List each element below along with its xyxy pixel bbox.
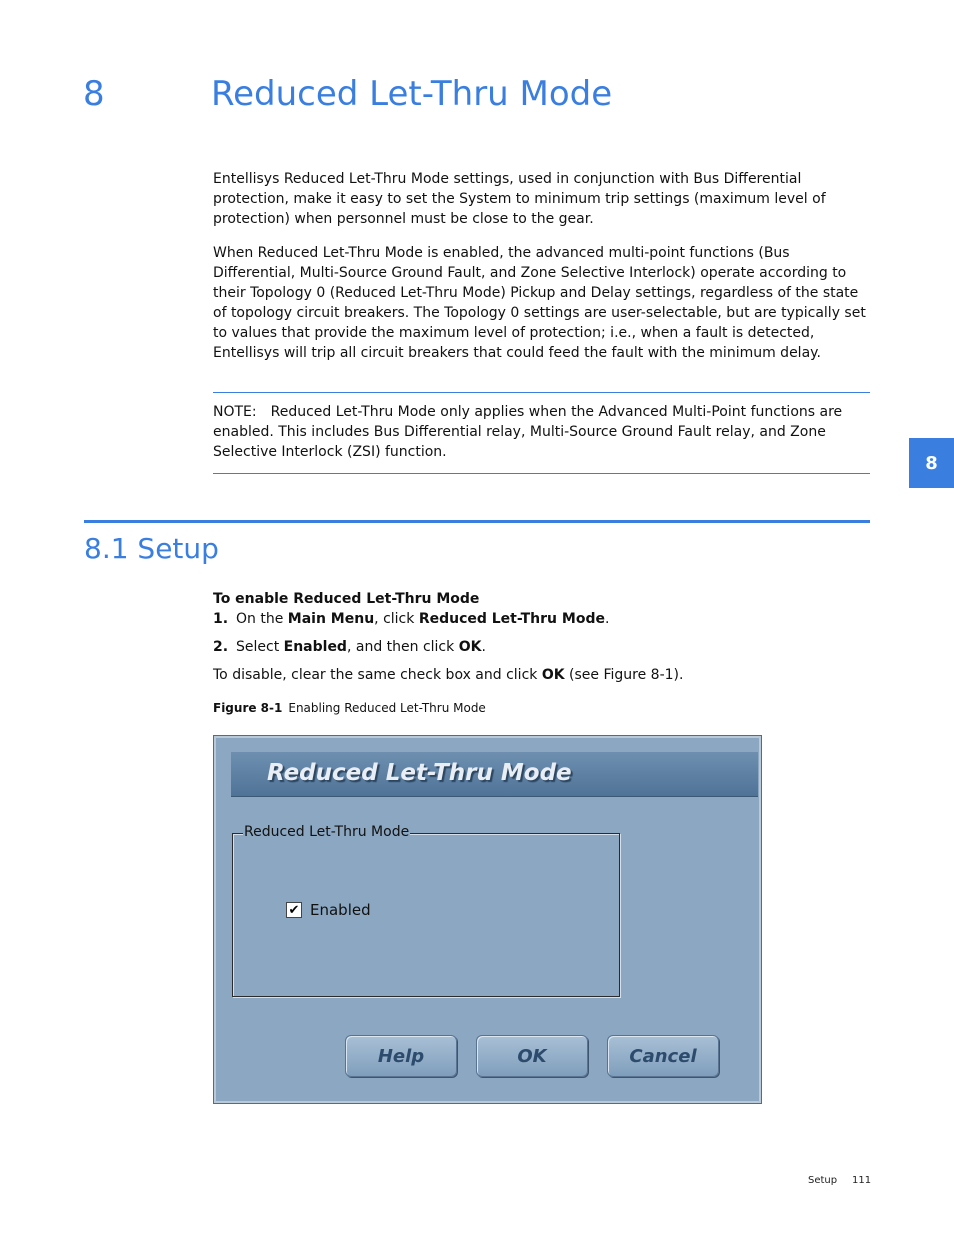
- cancel-button[interactable]: Cancel: [607, 1035, 719, 1077]
- enabled-checkbox[interactable]: [286, 902, 302, 918]
- disable-text: To disable, clear the same check box and click: [213, 667, 542, 683]
- dialog-title-bar: [231, 752, 758, 797]
- figure-label: Figure 8-1: [213, 701, 283, 715]
- description-paragraph: When Reduced Let-Thru Mode is enabled, the advanced multi-point functions (Bus Differential, Multi-Source Ground Fault, and Zone Selective Interlock) operate according to their Topology 0 (Reduced Let-Thru Mode) Pickup and Delay settings, regardless of the state of topology circuit breakers. The Topology 0 settings are user-selectable, but are typically set to values that provide the maximum level of protection; i.e., when a fault is detected, Entellisys will trip all circuit breakers that could feed the fault with the minimum delay.: [213, 245, 866, 361]
- chapter-number: 8: [83, 74, 105, 114]
- dialog-title: Reduced Let-Thru Mode: [267, 760, 572, 786]
- intro-paragraph: Entellisys Reduced Let-Thru Mode settings, used in conjunction with Bus Differential protection, make it easy to set the System to minimum trip settings (maximum level of protection) when personnel must be close to the gear.: [213, 171, 826, 227]
- mode-group-box: [232, 824, 620, 997]
- note-top-rule: [213, 392, 870, 393]
- note-label: NOTE:: [213, 404, 257, 420]
- disable-text: (see Figure 8-1).: [564, 667, 684, 683]
- reduced-let-thru-dialog: [213, 735, 762, 1104]
- disable-instructions: [213, 665, 683, 685]
- page-number: 111: [852, 1175, 872, 1186]
- figure-caption: [213, 700, 486, 716]
- step-number: 2.: [213, 639, 229, 655]
- step-text: .: [604, 611, 610, 627]
- step-bold: OK: [458, 639, 482, 655]
- step-bold: Main Menu: [287, 611, 375, 627]
- enabled-label[interactable]: Enabled: [310, 901, 371, 919]
- procedure-step: [213, 609, 609, 629]
- chapter-side-tab: 8: [909, 438, 954, 488]
- step-number: 1.: [213, 611, 229, 627]
- footer-section: Setup: [808, 1175, 838, 1186]
- step-text: On the: [236, 611, 288, 627]
- figure-caption-text: Enabling Reduced Let-Thru Mode: [288, 701, 486, 715]
- note-text: Reduced Let-Thru Mode only applies when the Advanced Multi-Point functions are enabled. This includes Bus Differential relay, Multi-Source Ground Fault relay, and Zone Selective Interlock (ZSI) function.: [213, 404, 843, 460]
- disable-bold: OK: [541, 667, 565, 683]
- note-bottom-rule: [213, 473, 870, 474]
- note-block: [213, 402, 870, 462]
- step-text: , click: [374, 611, 419, 627]
- help-button[interactable]: Help: [345, 1035, 457, 1077]
- step-bold: Enabled: [283, 639, 347, 655]
- enabled-checkbox-row[interactable]: [286, 901, 371, 919]
- step-text: , and then click: [346, 639, 459, 655]
- section-rule: [84, 520, 870, 523]
- section-title: 8.1 Setup: [84, 532, 219, 565]
- chapter-title: Reduced Let-Thru Mode: [211, 74, 613, 114]
- checkmark-icon: ✔: [288, 902, 300, 918]
- procedure-title: To enable Reduced Let-Thru Mode: [213, 591, 480, 607]
- step-bold: Reduced Let-Thru Mode: [418, 611, 605, 627]
- step-text: .: [481, 639, 486, 655]
- group-label: Reduced Let-Thru Mode: [244, 824, 410, 840]
- ok-button[interactable]: OK: [476, 1035, 588, 1077]
- procedure-step: [213, 637, 486, 657]
- step-text: Select: [236, 639, 284, 655]
